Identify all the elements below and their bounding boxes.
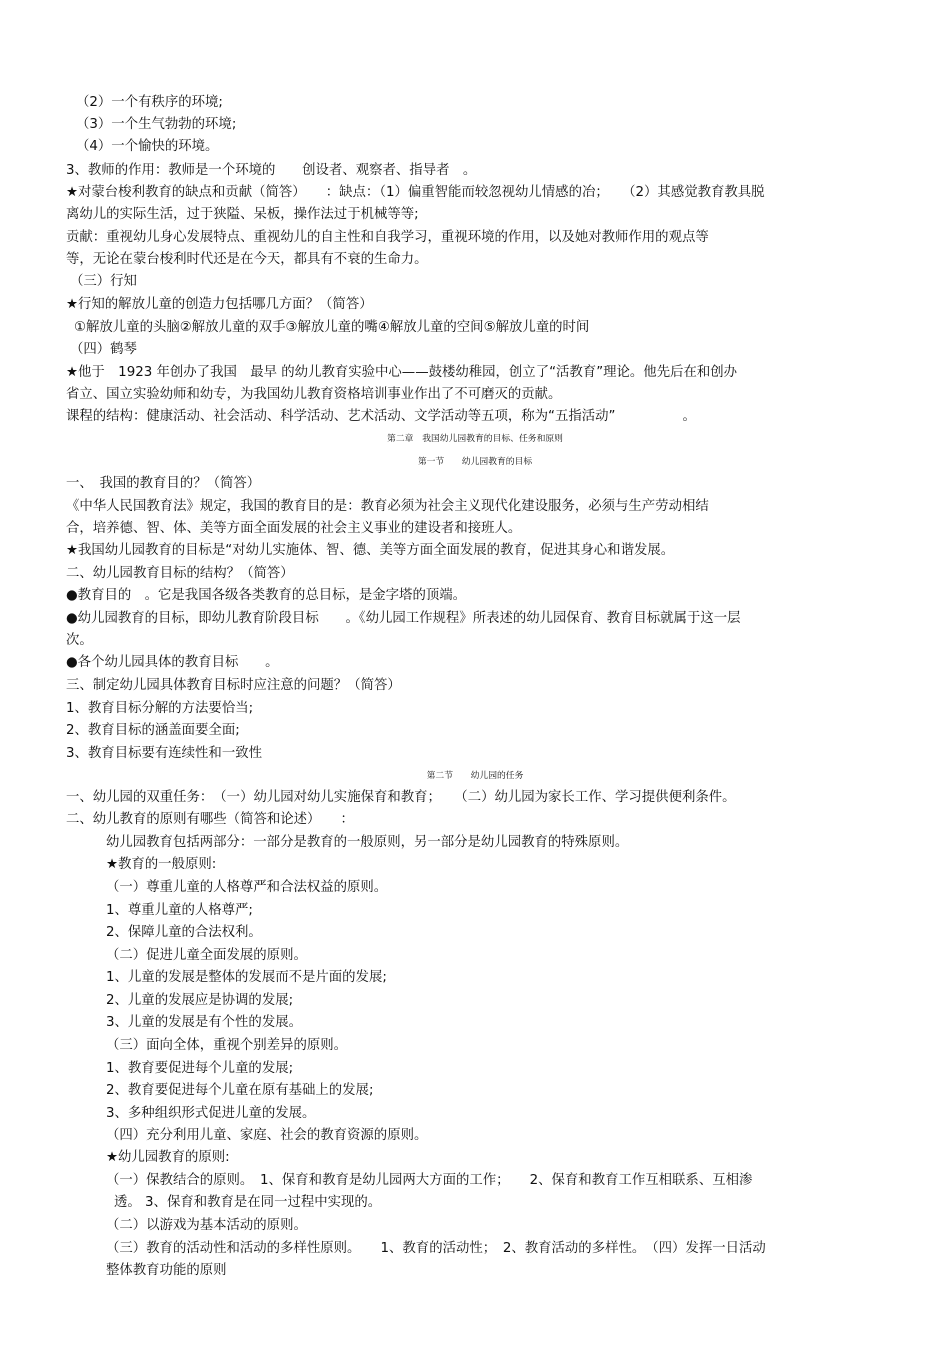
text-line: （三）教育的活动性和活动的多样性原则。 1、教育的活动性； 2、教育活动的多样性。 （四）发挥一日活动: [106, 1241, 766, 1256]
text-line: 一、 我国的教育目的？（简答）: [66, 476, 261, 491]
text-line: （二）促进儿童全面发展的原则。: [106, 948, 307, 963]
text-line: ★幼儿园教育的原则:: [106, 1150, 230, 1165]
text-line: 3、儿童的发展是有个性的发展。: [106, 1015, 302, 1030]
text-line: （2）一个有秩序的环境;: [76, 95, 223, 110]
text-line: （二）以游戏为基本活动的原则。: [106, 1218, 307, 1233]
text-line: ★对蒙台梭利教育的缺点和贡献（简答） ：缺点：（1）偏重智能而较忽视幼儿情感的冶； （2）其感觉教育教具脱: [66, 185, 765, 200]
text-line: 3、教育目标要有连续性和一致性: [66, 746, 262, 761]
text-line: （3）一个生气勃勃的环境;: [76, 117, 237, 132]
text-line: 3、多种组织形式促进儿童的发展。: [106, 1106, 316, 1121]
text-line: 2、教育目标的涵盖面要全面;: [66, 723, 240, 738]
text-line: 2、保障儿童的合法权利。: [106, 925, 262, 940]
text-line: 1、教育目标分解的方法要恰当;: [66, 701, 254, 716]
text-line: 2、儿童的发展应是协调的发展;: [106, 993, 294, 1008]
section-heading: 第一节 幼儿园教育的目标: [417, 457, 533, 467]
text-line: 省立、国立实验幼师和幼专，为我国幼儿教育资格培训事业作出了不可磨灭的贡献。: [66, 387, 562, 402]
text-line: ★他于 1923 年创办了我国 最早 的幼儿教育实验中心——鼓楼幼稚园，创立了“活教育”理论。他先后在和创办: [66, 365, 738, 380]
text-line: （四）鹤琴: [70, 342, 137, 357]
text-line: 合，培养德、智、体、美等方面全面发展的社会主义事业的建设者和接班人。: [66, 521, 522, 536]
text-line: ★教育的一般原则:: [106, 857, 217, 872]
text-line: 透。 3、保育和教育是在同一过程中实现的。: [114, 1195, 382, 1210]
text-line: （一）尊重儿童的人格尊严和合法权益的原则。: [106, 880, 388, 895]
text-line: （四）充分利用儿童、家庭、社会的教育资源的原则。: [106, 1128, 428, 1143]
text-line: 次。: [66, 633, 93, 648]
text-line: 等，无论在蒙台梭利时代还是在今天，都具有不衰的生命力。: [66, 252, 428, 267]
text-line: ①解放儿童的头脑②解放儿童的双手③解放儿童的嘴④解放儿童的空间⑤解放儿童的时间: [74, 320, 590, 335]
text-line: 《中华人民国教育法》规定，我国的教育目的是：教育必须为社会主义现代化建设服务，必须与生产劳动相结: [66, 499, 709, 514]
text-line: ●教育目的 。它是我国各级各类教育的总目标，是金字塔的顶端。: [66, 588, 467, 603]
text-line: 3、教师的作用：教师是一个环境的 创设者、观察者、指导者 。: [66, 163, 477, 178]
text-line: 课程的结构：健康活动、社会活动、科学活动、艺术活动、文学活动等五项，称为“五指活动” 。: [66, 409, 696, 424]
text-line: 1、尊重儿童的人格尊严;: [106, 903, 253, 918]
text-line: 二、幼儿园教育目标的结构？（简答）: [66, 566, 294, 581]
chapter-heading: 第二章 我国幼儿园教育的目标、任务和原则: [387, 434, 563, 444]
text-line: 一、幼儿园的双重任务： （一）幼儿园对幼儿实施保育和教育； （二）幼儿园为家长工作、学习提供便利条件。: [66, 790, 736, 805]
text-line: 1、儿童的发展是整体的发展而不是片面的发展;: [106, 970, 387, 985]
text-line: （三）面向全体，重视个别差异的原则。: [106, 1038, 348, 1053]
text-line: 二、幼儿教育的原则有哪些（简答和论述） ：: [66, 812, 354, 827]
section-heading: 第二节 幼儿园的任务: [426, 771, 524, 781]
text-line: 幼儿园教育包括两部分：一部分是教育的一般原则，另一部分是幼儿园教育的特殊原则。: [106, 835, 629, 850]
text-line: 三、制定幼儿园具体教育目标时应注意的问题？（简答）: [66, 678, 401, 693]
text-line: ★我国幼儿园教育的目标是“对幼儿实施体、智、德、美等方面全面发展的教育，促进其身心和谐发展。: [66, 543, 675, 558]
text-line: 整体教育功能的原则: [106, 1263, 227, 1278]
text-line: （4）一个愉快的环境。: [76, 139, 219, 154]
text-line: 贡献：重视幼儿身心发展特点、重视幼儿的自主性和自我学习，重视环境的作用，以及她对教师作用的观点等: [66, 230, 709, 245]
text-line: 离幼儿的实际生活，过于狭隘、呆板，操作法过于机械等等;: [66, 207, 419, 222]
text-line: （三）行知: [70, 274, 137, 289]
text-line: ●各个幼儿园具体的教育目标 。: [66, 655, 279, 670]
text-line: 2、教育要促进每个儿童在原有基础上的发展;: [106, 1083, 374, 1098]
text-line: ●幼儿园教育的目标，即幼儿教育阶段目标 。《幼儿园工作规程》所表述的幼儿园保育、教育目标就属于这一层: [66, 611, 741, 626]
text-line: 1、教育要促进每个儿童的发展;: [106, 1061, 294, 1076]
text-line: （一）保教结合的原则。 1、保育和教育是幼儿园两大方面的工作； 2、保育和教育工作互相联系、互相渗: [106, 1173, 753, 1188]
text-line: ★行知的解放儿童的创造力包括哪几方面？（简答）: [66, 297, 373, 312]
